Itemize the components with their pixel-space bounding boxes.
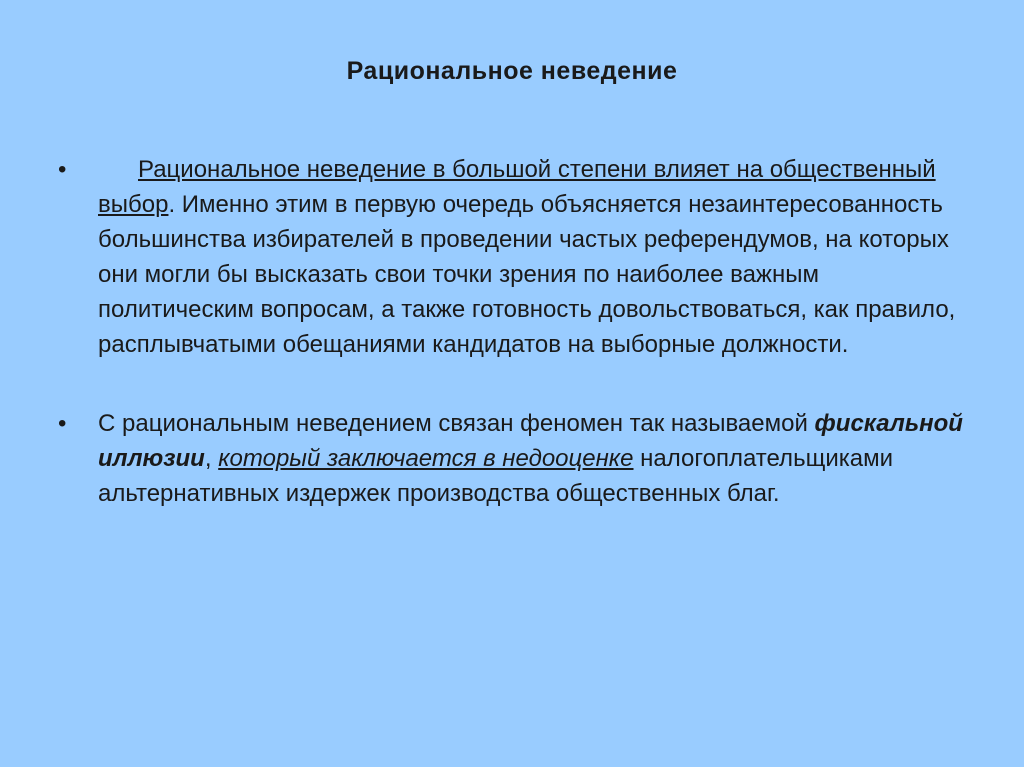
bullet-italic-underlined-text: который заключается в недооценке <box>218 445 634 472</box>
bullet-lead-text: С рациональным неведением связан феномен так называемой <box>98 410 815 437</box>
bullet-comma: , <box>204 445 219 472</box>
slide-title: Рациональное неведение <box>346 57 678 85</box>
bullet-item-rational-ignorance <box>58 152 978 362</box>
bullet-icon: • <box>58 410 67 437</box>
bullet-body-text: . Именно этим в первую очередь объясняется незаинтересованность большинства избирателей в проведении частых референдумов, на которых они могли бы высказать свои точки зрения по наиболее важным политическим вопросам, а также готовность довольствоваться, как правило, расплывчатыми обещаниями кандидатов на выборные должности. <box>98 191 956 358</box>
bullet-icon: • <box>58 156 67 183</box>
bullet-body-text: налогоплательщиками альтернативных издержек производства общественных благ. <box>98 445 893 507</box>
bullet-list <box>58 152 978 511</box>
bullet-item-fiscal-illusion <box>58 406 978 511</box>
bullet-underlined-text: Рациональное неведение в большой степени влияет на общественный выбор <box>98 156 936 218</box>
bullet-emphasis-term: фискальной иллюзии <box>98 410 963 472</box>
